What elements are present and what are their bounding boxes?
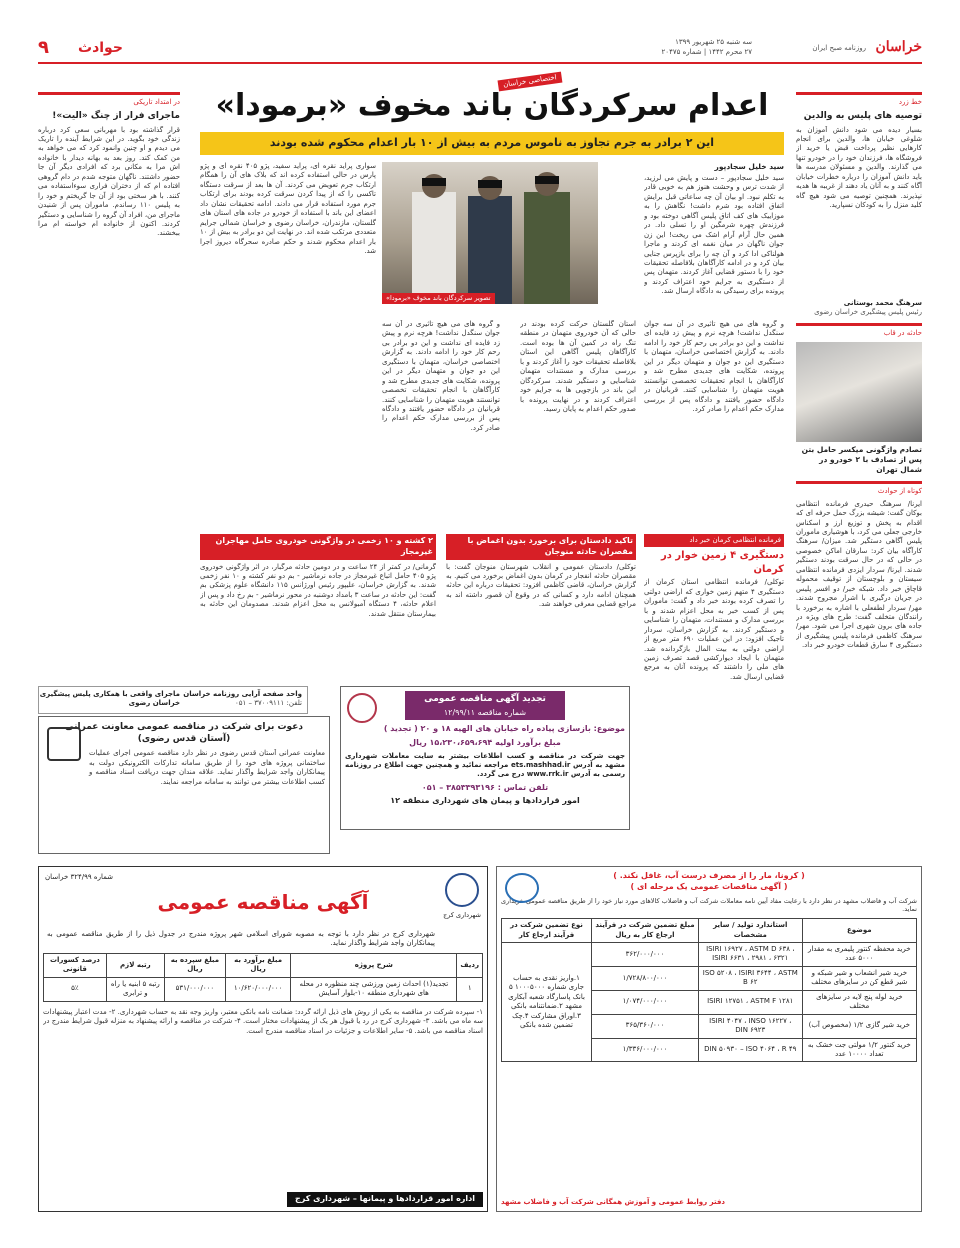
water-cell: ۳۶۲/۰۰۰/۰۰۰: [592, 943, 699, 967]
water-title: ( آگهی مناقصات عمومی یک مرحله ای ): [630, 881, 788, 891]
water-cell: ۱/۳۳۶/۰۰۰/۰۰۰: [592, 1038, 699, 1062]
municipality-phone: تلفن تماس : ۳۸۵۳۳۹۳۱۹۶ – ۰۵۱: [421, 782, 549, 792]
water-intro: شرکت آب و فاضلاب مشهد در نظر دارد با رعایت مفاد آیین نامه معاملات شرکت آب و فاضلاب کالاهای مورد نیاز خود را از طریق مناقصه عمومی خریداری نماید.: [501, 896, 917, 914]
accident-caption: تصادم واژگونی میکسر حامل بتن پس از تصادف با ۲ خودرو در شمال تهران: [801, 444, 922, 475]
main-subhead: این ۲ برادر به جرم تجاوز به ناموس مردم به بیش از ۱۰ بار اعدام محکوم شده بودند: [200, 132, 784, 155]
karaj-col: مبلغ برآورد به ریال: [226, 953, 291, 977]
main-col2: و گروه های می هیچ تاثیری در آن سه جوان سنگدل نداشت! هرچه نرم و پیش زد فایده ای نداشت و این دو برادر بی رحم کار خود را ادامه دادند. به گزارش اختصاصی خراسان، متهمان با دستگیری این دو جوان و متهمان دیگر در این پرونده، شکایت های جدیدی مطرح شد و کارآگاهان با انجام تحقیقات تخصصی توانستند هویت متهمان را شناسایی کنند. قربانیان در دادگاه حضور یافتند و دادگاه پس از بررسی مدارک حکم اعدام را صادر کرد.: [644, 320, 784, 413]
karaj-cell: رتبه ۵ ابنیه یا راه و ترابری: [106, 977, 164, 1001]
water-cell: خرید محفظه کنتور پلیمری به مقدار ۵۰۰۰ عدد: [802, 943, 916, 967]
right-title: توصیه های پلیس به والدین: [803, 111, 922, 122]
left-footer: ماجرای واقعی با همکاری پلیس پیشگیری خراسان رضوی: [39, 689, 180, 708]
page-header: [38, 36, 922, 64]
main-col1: سید خلیل سجادپور – دست و پایش می لرزید، از شدت ترس و وحشت هنوز هم به خوبی قادر به تکلم نبود. او بیان آن چه ساعاتی قبل برایش اتفاق افتاده بود شرم داشت! نگاهش را به موزاییک های کف اتاق پلیس آگاهی دوخته بود و فرزندش چهره شرمگین او را تسلی داد. در همین حال آرام آرام اشک می ریخت! این زن جوان ناگهان در میان نغمه ای کردند و ماجرا هولناکی ادا کرد و آن چه را برای بازپرس جنایی بیان کرد و در ادامه کارآگاهان بلافاصله تحقیقات خود را با دستور قضایی آغاز کردند. متهمان پس از دستگیری به جرایم خود اعتراف کردند و پرونده برای رسیدگی به دادگاه ارسال شد.: [644, 174, 784, 296]
water-cell: ISIRI ۱۲۷۵۱ ، ASTM F ۱۲۸۱: [698, 990, 802, 1014]
municipality-tender-ad: [340, 686, 630, 830]
accident-photo: [796, 342, 922, 442]
water-col-standard: استاندارد تولید / سایر مشخصات: [698, 919, 802, 943]
layout-contact-name: واحد صفحه آرایی روزنامه خراسان: [183, 690, 302, 698]
karaj-col: ردیف: [457, 953, 483, 977]
water-logo-icon: [505, 873, 539, 903]
water-warning: ( کرونا، مار را از مصرف درست آب، غافل نکند. ): [613, 871, 805, 880]
water-cell: ISIRI ۱۶۹۲۷ ، ASTM D ۶۳۸ ، ISIRI ۶۶۳۱ ، ۲۹۸۱ ، ۶۳۲۱: [698, 943, 802, 967]
table-row: [502, 943, 917, 967]
kerman-box: [644, 534, 784, 682]
karaj-intro: شهرداری کرج در نظر دارد با توجه به مصوبه شورای اسلامی شهر پروژه مندرج در جدول ذیل را از طریق مناقصه عمومی به پیمانکاران واجد شرایط واگذار نماید.: [47, 930, 435, 948]
municipality-estimate: مبلغ برآورد اولیه ۱۵،۲۳۰،۶۵۹،۶۹۴ ریال: [409, 737, 561, 747]
karaj-cell: تجدید(۱) احداث زمین ورزشی چند منظوره در محله های شهرداری منطقه ۱۰-بلوار آسایش: [291, 977, 457, 1001]
karaj-cell: ۵۳۱/۰۰۰/۰۰۰: [164, 977, 225, 1001]
kerman-title: فرمانده انتظامی کرمان خبر داد: [644, 534, 784, 547]
migrants-box: [200, 534, 436, 682]
paper-subtitle: روزنامه صبح ایران: [812, 44, 866, 52]
page-number: ۹: [38, 37, 49, 58]
water-footer: دفتر روابط عمومی و آموزش همگانی شرکت آب و فاضلاب مشهد: [501, 1197, 726, 1206]
water-cell: خرید لوله پنج لایه در سایزهای مختلف: [802, 990, 916, 1014]
astan-title: دعوت برای شرکت در مناقصه عمومی معاونت عمرانی: [65, 722, 303, 732]
layout-contact-strip: [38, 686, 308, 714]
karaj-number: شماره ۳۲۴/۹۹ خراسان: [45, 873, 113, 881]
photo-caption: تصویر سرکردگان باند مخوف «برمودا»: [382, 293, 495, 304]
municipality-subtitle: شماره مناقصه ۱۲/۹۹/۱۱: [405, 707, 565, 720]
municipality-footer: امور قراردادها و پیمان های شهرداری منطقه ۱۲: [390, 795, 580, 805]
water-table: [501, 918, 917, 1062]
karaj-cell: ۱۰/۶۲۰/۰۰۰/۰۰۰: [226, 977, 291, 1001]
water-col-subject: موضوع: [802, 919, 916, 943]
karaj-cell: ۵٪: [44, 977, 107, 1001]
kerman-body: توکلی/ فرمانده انتظامی استان کرمان از دستگیری ۴ متهم زمین خواری که اراضی دولتی را تصرف کرده بودند خبر داد و گفت: ماموران پس از کسب خبر به محل اعزام شدند و با بررسی مدارک و مستندات، متهمان را شناسایی و دستگیر کردند. به گزارش خراسان، سردار تاجیک افزود: در این عملیات ۶۹۰ متر مربع از اراضی دولتی به بیت المال بازگردانده شد. متهمان با ایجاد دیوارکشی قصد تصرف زمین های ملی را داشتند که پرونده آنان به مرجع قضایی ارسال شد.: [644, 578, 784, 681]
section-title: حوادث: [78, 40, 123, 56]
yellow-line-kicker: خط زرد: [796, 92, 922, 107]
right-column: [796, 92, 922, 862]
main-col4: سواری پراید نقره ای، پراید سفید، پژو ۴۰۵ نقره ای و پژو پارس در حالی استفاده کرده اند که بلاک های آن را همگام ارتکاب جرم تعویض می کردند. آن ها بعد از سرقت دستگاه تاکسی را که از پیدا کردن سرقت کرده بودند برای ارتکاب جرم مورد استفاده قرار می دادند. ادامه تحقیقات نشان داد اعضای این باند با استفاده از خودرو در جاده های استان های گلستان، مازندران، خراسان رضوی و خراسان شمالی جرایم متعددی مرتکب شده اند. در نهایت این دو برادر به بیش از ۱۰ بار اعدام محکوم شدند و حکم صادره سحرگاه دیروز اجرا شد.: [200, 162, 376, 255]
main-col3b: و گروه های می هیچ تاثیری در آن سه جوان سنگدل نداشت! هرچه نرم و پیش زد فایده ای نداشت و این دو برادر بی رحم کار خود را ادامه دادند. به گزارش اختصاصی خراسان، متهمان با دستگیری این دو جوان و متهمان دیگر در این پرونده، شکایت های جدیدی مطرح شد و کارآگاهان با انجام تحقیقات تخصصی توانستند هویت متهمان را شناسایی کنند. قربانیان در دادگاه حضور یافتند و دادگاه پس از بررسی مدارک حکم اعدام را صادر کرد.: [382, 320, 500, 432]
migrants-title: ۲ کشته و ۱۰ زخمی در واژگونی خودروی حامل مهاجران غیرمجاز: [200, 534, 436, 560]
astan-org: (آستان قدس رضوی): [137, 734, 231, 745]
karaj-org: شهرداری کرج: [443, 911, 481, 919]
karaj-body: ۱- سپرده شرکت در مناقصه به یکی از روش های ذیل ارائه گردد: ضمانت نامه بانکی معتبر، واریز وجه نقد به حساب شهرداری. ۲- مدت اعتبار پیشنهادات سه ماه می باشد. ۳- شهرداری کرج در رد یا قبول هر یک از پیشنهادات مختار است. ۴- شرکت در مناقصه و ارائه پیشنهاد به منزله قبول شرایط مندرج در اسناد مناقصه می باشد. ۵- سایر اطلاعات و جزئیات در اسناد مناقصه مندرج است.: [43, 1007, 483, 1035]
photo-kicker: حادثه در قاب: [796, 323, 922, 338]
water-cell: ISO ۵۲۰۸ ، ISIRI ۳۶۴۴ ، ASTM B ۶۲: [698, 966, 802, 990]
migrants-body: گرمانی/ در کمتر از ۲۴ ساعت و در دومین حادثه مرگبار، در اثر واژگونی خودروی پژو ۴۰۵ حامل اتباع غیرمجاز در جاده نرماشیر - بم دو نفر کشته و ۱۰ نفر زخمی شدند. به گزارش خراسان، علیپور رئیس اورژانس ۱۱۵ دانشگاه علوم پزشکی بم گفت: این حادثه در ساعت ۳ بامداد دوشنبه در محور نرماشیر - بم رخ داد و پس از اعلام حادثه، ۴ دستگاه آمبولانس به محل اعزام شدند. مصدومان این حادثه به بیمارستان منتقل شدند.: [200, 562, 436, 618]
karaj-footer: اداره امور قراردادها و پیمانها – شهرداری کرج: [287, 1192, 483, 1207]
municipality-info: جهت شرکت در مناقصه و کسب اطلاعات بیشتر به سایت معاملات شهرداری مشهد به آدرس ets.mashhad.ir مراجعه نمائید و همچنین جهت اطلاع در روزنامه رسمی به آدرس www.rrk.ir درج می گردد.: [345, 751, 625, 779]
karaj-logo-icon: [445, 873, 479, 907]
water-cell: ۳۶۵/۳۶۰/۰۰۰: [592, 1014, 699, 1038]
water-col-amount: مبلغ تضمین شرکت در فرآیند ارجاع کار به ریال: [592, 919, 699, 943]
astan-body: معاونت عمرانی آستان قدس رضوی در نظر دارد مناقصه عمومی اجرای عملیات ساختمانی پروژه های خود را از طریق سامانه تدارکات الکترونیکی دولت به پیمانکاران واجد شرایط واگذار نماید. علاقه مندان جهت دریافت اسناد مناقصه و کسب اطلاعات بیشتر می توانند به سامانه مراجعه نمایند.: [89, 749, 325, 786]
karaj-cell: ۱: [457, 977, 483, 1001]
karaj-title: آگهی مناقصه عمومی: [157, 890, 369, 914]
right-signature-role: رئیس پلیس پیشگیری خراسان رضوی: [814, 308, 922, 317]
prosecutor-body: توکلی/ دادستان عمومی و انقلاب شهرستان منوجان گفت: با مقصران حادثه انفجار در کرمان بدون اغماض برخورد می کنیم. به گزارش خراسان، قاضی کاظمی افزود: تحقیقات درباره این حادثه همچنان ادامه دارد و کسانی که در وقوع آن قصور داشته اند به مراجع قضایی معرفی خواهند شد.: [446, 562, 636, 609]
karaj-table: [43, 953, 483, 1002]
water-cell: خرید شیر انشعاب و شیر شبکه و شیر قطع کن در سایزهای مختلف: [802, 966, 916, 990]
astan-tender-ad: [38, 716, 330, 854]
municipality-title: تجدید آگهی مناقصه عمومی: [405, 691, 565, 707]
main-byline: سید خلیل سجادپور: [714, 162, 784, 171]
left-title: ماجرای فرار از چنگ «الیت»!: [52, 111, 180, 122]
layout-contact-phone: تلفن: ۳۷۰۰۹۱۱۱ – ۰۵۱: [234, 699, 302, 708]
karaj-col: شرح پروژه: [291, 953, 457, 977]
date-line: سه شنبه ۲۵ شهریور ۱۳۹۹: [675, 38, 752, 46]
water-cell: خرید کنتور ۱/۲ مولتی جت خشک به تعداد ۱۰۰۰۰ عدد: [802, 1038, 916, 1062]
municipality-topic: موضوع: بازسازی پیاده راه خیابان های الهیه ۱۸ و ۲۰ ( تجدید ): [383, 723, 625, 733]
issue-line: ۲۷ محرم ۱۴۴۲ | شماره ۲۰۴۷۵: [661, 48, 752, 56]
karaj-col: مبلغ سپرده به ریال: [164, 953, 225, 977]
left-body: قرار گذاشته بود با مهربانی سعی کرد درباره زندگی خود بگوید. در این شرایط آینده را تاریک می دیدم و او چنین وانمود کرد که می خواهد به من کمک کند. روز بعد به بهانه دیدار با خانواده اش مرا به مکانی برد که افرادی دیگر آن جا حضور داشتند. ناگهان متوجه شدم در دام گروهی افتاده ام که از دختران فراری سوءاستفاده می کنند. با هر سختی بود از آن جا گریختم و خود را به پلیس ۱۱۰ رساندم. ماموران پس از شنیدن ماجرای من، افراد آن گروه را شناسایی و دستگیر کردند. اکنون از خانواده ام خواسته ام مرا ببخشند.: [38, 125, 180, 238]
table-row: [44, 977, 483, 1001]
middle-row: [200, 534, 784, 682]
suspects-figures-icon: [382, 162, 598, 304]
astan-logo-icon: [47, 727, 81, 761]
short-news: ایرنا/ سرهنگ حیدری فرمانده انتظامی بوکان گفت: شیشه بزرگ حمل حرفه ای که اقدام به پخش و توزیع ارز و اسکناس خارجی جعلی می کرد، با هوشیاری ماموران پلیس آگاهی دستگیر شد. میزان/ سرهنگ کارآگاه بیان کرد: سارقان اماکن خصوصی در حالی که در حال سرقت بودند دستگیر شدند. ایرنا/ سردار ایزدی فرمانده انتظامی سیستان و بلوچستان از توقیف محموله قاچاق خبر داد. شبکه خبر/ دو افسر پلیس در جریان درگیری با اشرار مجروح شدند. مهر/ سردار لطفعلی با اشاره به برخورد با رانندگان متخلف گفت: طرح های ویژه در جاده های برون شهری اجرا می شود. مهر/ سرهنگ کاظمی فرمانده پلیس پیشگیری از دستگیری ۴ سارق قطعات خودرو خبر داد.: [796, 499, 922, 650]
main-photo: [382, 162, 598, 304]
news-kicker: کوتاه از حوادث: [796, 481, 922, 496]
water-col-guarantee: نوع تضمین شرکت در فرآیند ارجاع کار: [502, 919, 592, 943]
main-headline: اعدام سرکردگان باند مخوف «برمودا»: [215, 88, 769, 123]
water-guarantee-cell: ۱.واریز نقدی به حساب جاری شماره ۱۰۰۰۵۰۰۰ ۵ بانک پاسارگاد شعبه آبکاری مشهد ۲.ضمانتنامه بانکی ۳.اوراق مشارکت ۴.چک تضمین شده بانکی: [502, 943, 592, 1062]
paper-name: خراسان: [875, 39, 922, 55]
prosecutor-box: [446, 534, 636, 682]
water-cell: خرید شیر گازی ۱/۲ (مخصوص آب): [802, 1014, 916, 1038]
left-kicker: در امتداد تاریکی: [38, 92, 180, 107]
water-cell: ۱/۰۷۴/۰۰۰/۰۰۰: [592, 990, 699, 1014]
left-column: [38, 92, 180, 732]
right-signature: سرهنگ محمد بوستانی: [843, 298, 922, 307]
kerman-headline: دستگیری ۴ زمین خوار در کرمان: [661, 550, 784, 575]
main-story: [200, 74, 784, 529]
right-body: بسیار دیده می شود دانش آموزان به شلوغی خیابان ها، والدین برای انجام کارهایی نظیر پرداخت قبض یا خرید از فروشگاه ها، فرزندان خود را در خودرو تنها می گذارند. والدین و مسئولان مدرسه ها باید دانش آموزان را درباره خطرات خیابان آگاه کنند و به آنان یاد دهند از غریبه ها هدیه نپذیرند. همچنین توصیه می شود هیچ گاه کلید منزل را به کودکان نسپارید.: [796, 125, 922, 210]
prosecutor-title: تاکید دادستان برای برخورد بدون اغماض با مقصران حادثه منوجان: [446, 534, 636, 560]
water-cell: DIN ۵۰۹۳۰ – ISO ۴۰۶۴ ، R ۴۹: [698, 1038, 802, 1062]
water-cell: ۱/۷۲۸/۸۰۰/۰۰۰: [592, 966, 699, 990]
karaj-tender-ad: [38, 866, 488, 1212]
municipality-emblem-icon: [347, 693, 377, 723]
karaj-col: درصد کسورات قانونی: [44, 953, 107, 977]
water-tender-ad: [496, 866, 922, 1212]
main-col3: استان گلستان حرکت کرده بودند در حالی که آن خودروی متهمان در منطقه تنگ راه در کمین آن ها بوده است. کارآگاهان پلیس آگاهی این استان بلافاصله تحقیقات خود را آغاز کردند و با بررسی مدارک و مستندات متهمان شناسایی و دستگیر شدند. سرکردگان این باند در بازجویی ها به جرایم خود اعتراف کردند و در نهایت پرونده با صدور حکم اعدام به پایان رسید.: [520, 320, 636, 413]
main-kicker-badge: اختصاصی خراسان: [498, 72, 563, 92]
karaj-col: رتبه لازم: [106, 953, 164, 977]
water-cell: ISIRI ۴۰۴۷ ، INSO ۱۶۲۲۷ ، DIN ۶۹۲۳: [698, 1014, 802, 1038]
